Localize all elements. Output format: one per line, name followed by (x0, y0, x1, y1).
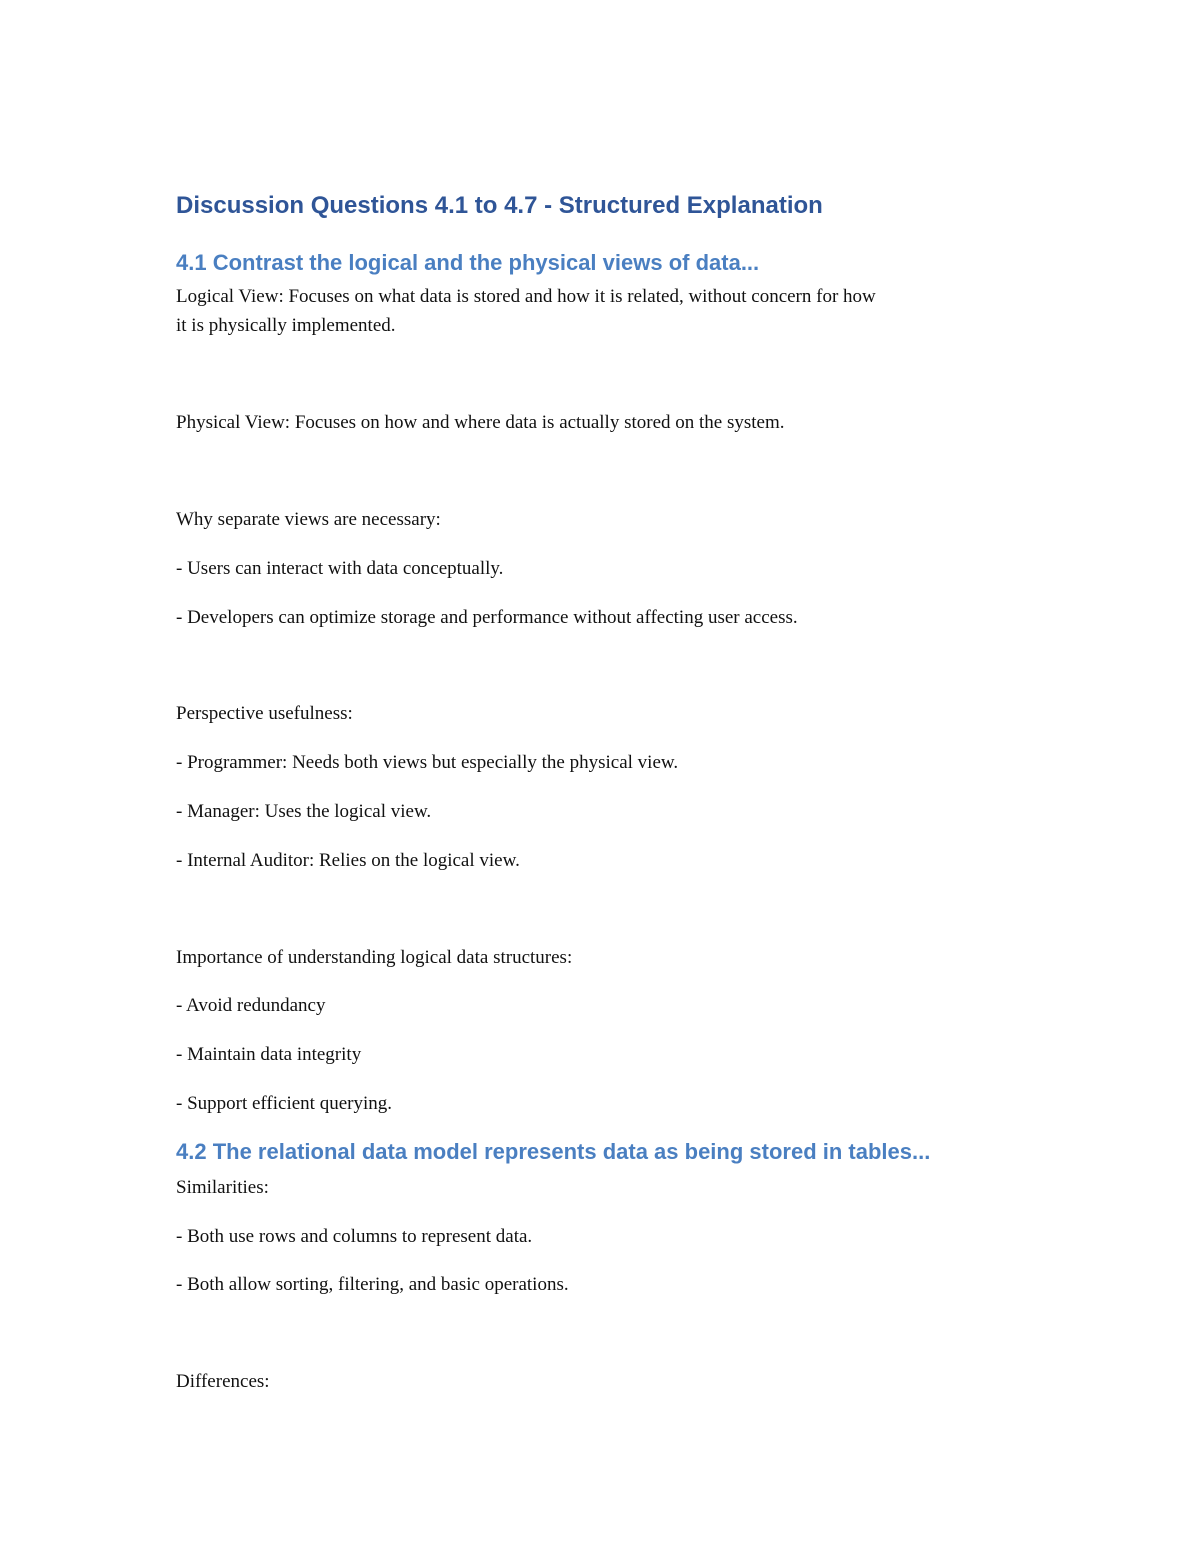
logical-view-line-1: Logical View: Focuses on what data is stored and how it is related, without concern for how (176, 286, 876, 307)
logical-view-line-2: it is physically implemented. (176, 315, 396, 336)
why-separate-item: - Users can interact with data conceptually. (176, 558, 504, 579)
differences-label: Differences: (176, 1371, 270, 1392)
why-separate-item: - Developers can optimize storage and performance without affecting user access. (176, 607, 798, 628)
importance-item: - Maintain data integrity (176, 1044, 362, 1065)
perspective-item: - Programmer: Needs both views but especially the physical view. (176, 752, 679, 773)
perspective-label: Perspective usefulness: (176, 703, 353, 724)
physical-view-text: Physical View: Focuses on how and where data is actually stored on the system. (176, 412, 785, 433)
section-4-1-heading: 4.1 Contrast the logical and the physical views of data... (176, 250, 760, 275)
similarities-label: Similarities: (176, 1177, 269, 1198)
importance-item: - Support efficient querying. (176, 1093, 392, 1114)
importance-label: Importance of understanding logical data structures: (176, 947, 573, 968)
document-title: Discussion Questions 4.1 to 4.7 - Structured Explanation (176, 192, 823, 219)
perspective-item: - Internal Auditor: Relies on the logical view. (176, 850, 520, 871)
why-separate-label: Why separate views are necessary: (176, 509, 441, 530)
similarities-item: - Both use rows and columns to represent data. (176, 1226, 533, 1247)
similarities-item: - Both allow sorting, filtering, and basic operations. (176, 1274, 569, 1295)
section-4-2-heading: 4.2 The relational data model represents data as being stored in tables... (176, 1139, 931, 1164)
importance-item: - Avoid redundancy (176, 995, 326, 1016)
perspective-item: - Manager: Uses the logical view. (176, 801, 432, 822)
